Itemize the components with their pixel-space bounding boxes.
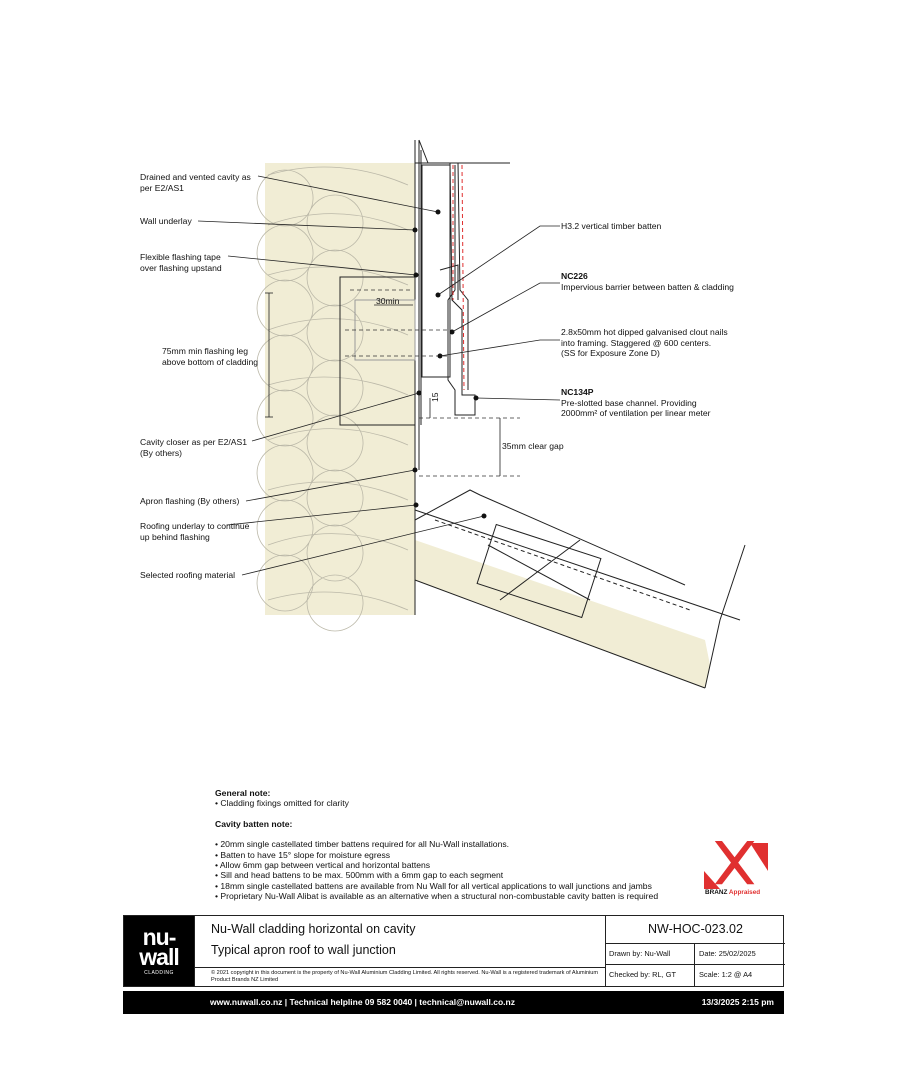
label-cavity-closer: Cavity closer as per E2/AS1 (By others)	[140, 437, 247, 458]
batten-note-item: • Sill and head battens to be max. 500mm with a 6mm gap to each segment	[215, 870, 504, 881]
branz-appraised-badge	[700, 841, 772, 907]
label-cavity: Drained and vented cavity as per E2/AS1	[140, 172, 251, 193]
footer-contact: www.nuwall.co.nz | Technical helpline 09 582 0040 | technical@nuwall.co.nz	[210, 997, 515, 1007]
dim-30min: 30min	[376, 296, 400, 306]
title-block	[123, 915, 784, 987]
roof-structure	[415, 540, 710, 688]
label-nc134p: NC134P Pre-slotted base channel. Providing 2000mm² of ventilation per linear meter	[561, 387, 711, 418]
notes	[215, 788, 658, 902]
general-note-item: • Cladding fixings omitted for clarity	[215, 798, 349, 809]
batten-note-item: • 18mm single castellated battens are available from Nu Wall for all vertical applications to wall junctions and jambs	[215, 880, 652, 891]
title-main	[194, 916, 605, 986]
checked-by: Checked by: RL, GT	[606, 965, 695, 986]
batten-note-item: • 20mm single castellated timber battens required for all Nu-Wall installations.	[215, 839, 510, 850]
label-timber-batten: H3.2 vertical timber batten	[561, 221, 662, 231]
label-nc226: NC226 Impervious barrier between batten & cladding	[561, 271, 734, 292]
scale: Scale: 1:2 @ A4	[699, 970, 753, 979]
label-flashing-leg: 75mm min flashing leg above bottom of cladding	[162, 346, 259, 367]
nuwall-logo: nu- wall CLADDING	[124, 916, 194, 986]
footer-timestamp: 13/3/2025 2:15 pm	[701, 997, 774, 1007]
label-roofing-material: Selected roofing material	[140, 570, 236, 580]
drawing-title: Nu-Wall cladding horizontal on cavity	[211, 922, 416, 936]
label-apron-flashing: Apron flashing (By others)	[140, 496, 240, 506]
footer-bar	[123, 991, 784, 1014]
title-meta	[605, 916, 785, 986]
date: Date: 25/02/2025	[695, 944, 785, 965]
label-nails: 2.8x50mm hot dipped galvanised clout nails into framing. Staggered @ 600 centers. (SS for Exposure Zone D)	[561, 327, 728, 358]
branz-text: BRANZ Appraised	[705, 889, 761, 896]
batten-note-title: Cavity batten note:	[215, 818, 293, 829]
drawing-subtitle: Typical apron roof to wall junction	[211, 943, 396, 957]
batten-note-item: • Batten to have 15° slope for moisture egress	[215, 849, 391, 860]
label-roofing-underlay: Roofing underlay to continue up behind flashing	[140, 521, 250, 542]
batten-note-item: • Proprietary Nu-Wall Alibat is available as an alternative when a structural non-combustable cavity batten is required	[215, 891, 659, 902]
label-clear-gap: 35mm clear gap	[502, 441, 564, 451]
drawn-by: Drawn by: Nu-Wall	[606, 944, 695, 965]
label-wall-underlay: Wall underlay	[140, 216, 192, 226]
drawing-code: NW-HOC-023.02	[606, 916, 785, 944]
general-note-title: General note:	[215, 788, 271, 798]
batten-note-item: • Allow 6mm gap between vertical and horizontal battens	[215, 860, 431, 871]
label-flashing-tape: Flexible flashing tape over flashing upstand	[140, 252, 222, 273]
dim-15: 15	[430, 392, 440, 402]
branz-logo-icon	[700, 841, 772, 889]
copyright-text: © 2021 copyright in this document is the property of Nu-Wall Aluminium Cladding Limited. All rights reserved. Nu-Wall is a registered trademark of Aluminium Product Brands NZ Limited	[195, 967, 605, 984]
